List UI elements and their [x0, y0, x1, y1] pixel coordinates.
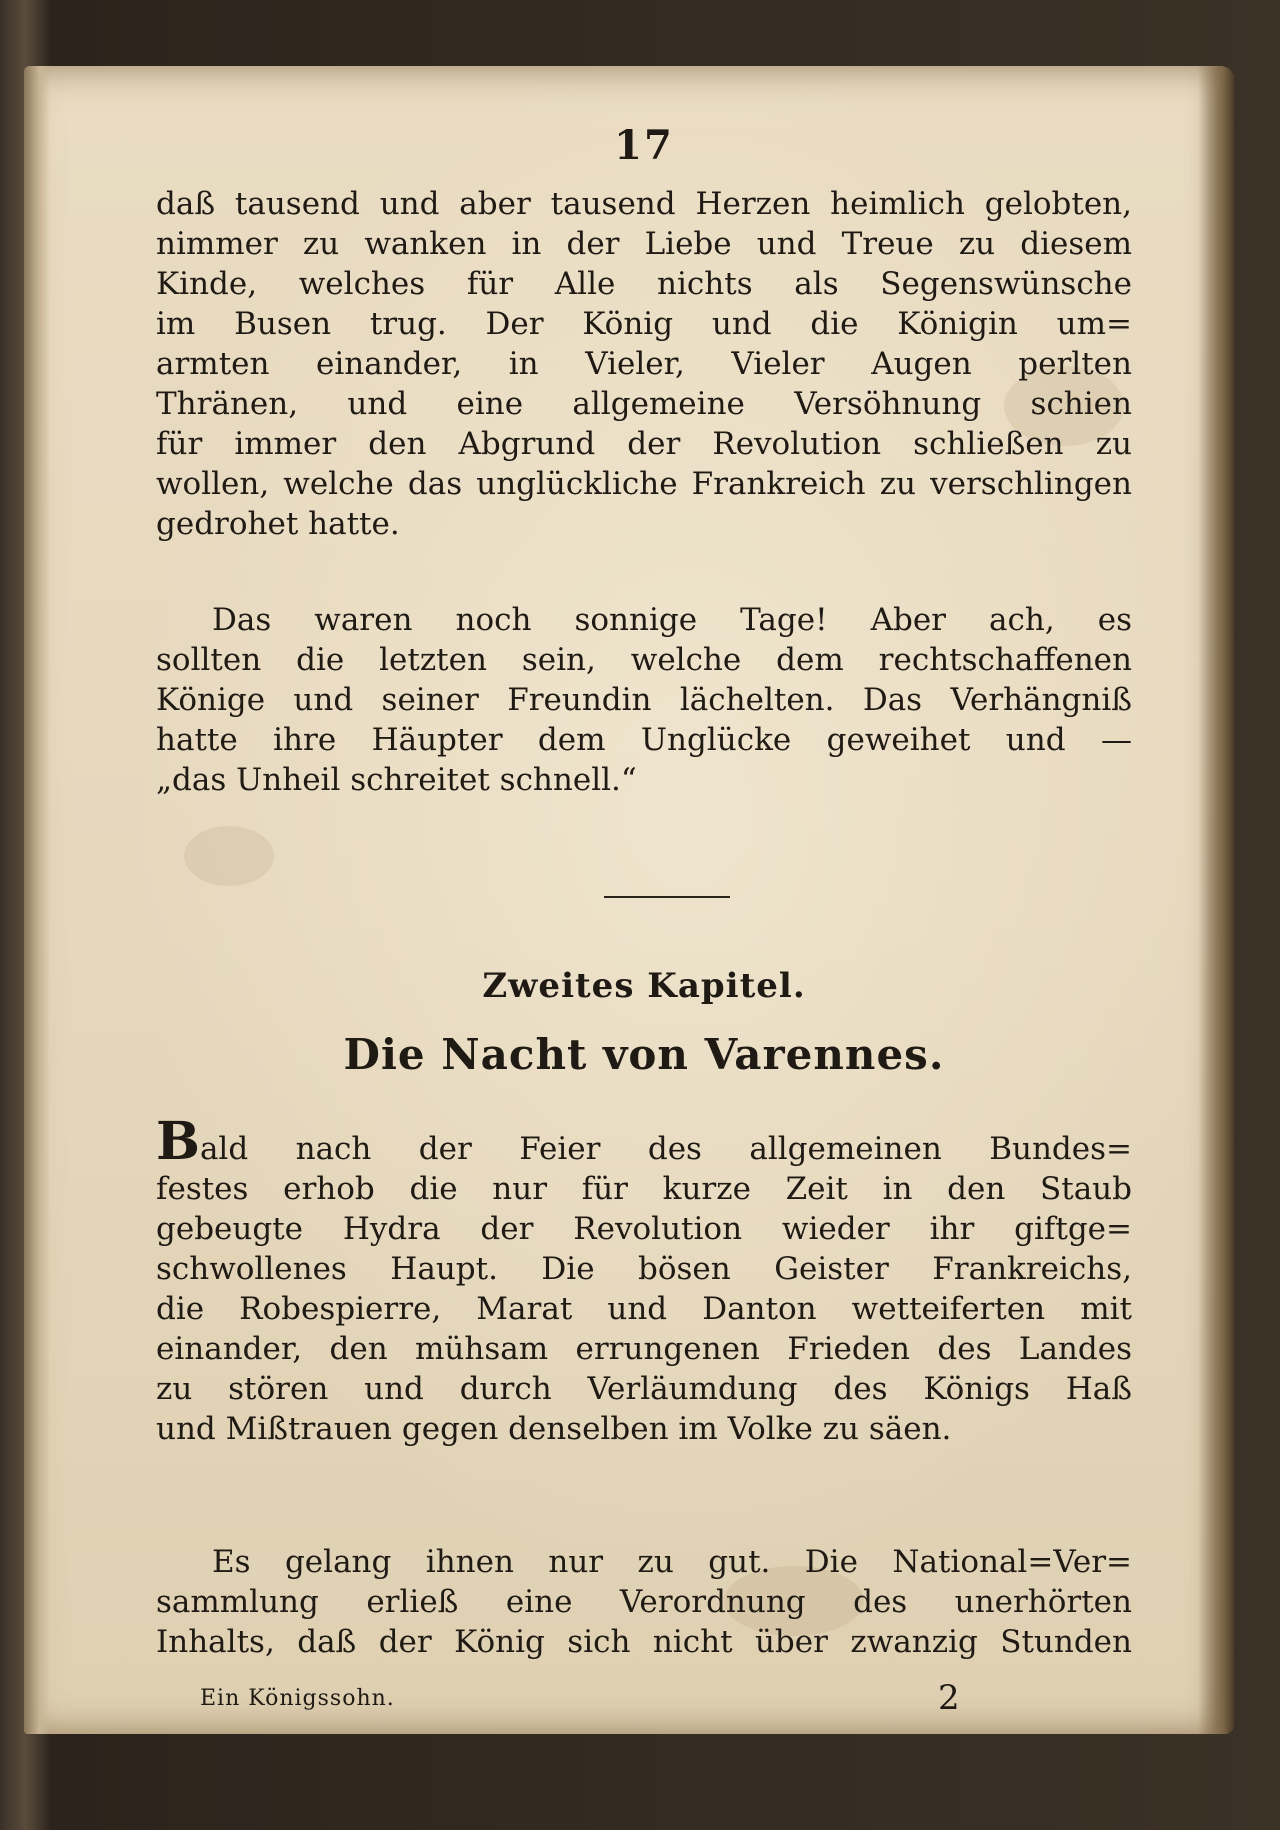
paragraph-1	[156, 184, 1132, 544]
paragraph-2	[156, 600, 1132, 800]
text-line: hatte ihre Häupter dem Unglücke geweihet und —	[156, 722, 1132, 758]
text-line: einander, den mühsam errungenen Frieden des Landes	[156, 1331, 1132, 1367]
text-line: schwollenes Haupt. Die bösen Geister Frankreichs,	[156, 1251, 1132, 1287]
text-line: Es gelang ihnen nur zu gut. Die National=Ver=	[212, 1544, 1132, 1580]
text-line: sollten die letzten sein, welche dem rechtschaffenen	[156, 642, 1132, 678]
drop-cap: B	[156, 1111, 200, 1172]
text-line: daß tausend und aber tausend Herzen heimlich gelobten,	[156, 186, 1132, 222]
text-line-rest: ald nach der Feier des allgemeinen Bundes=	[199, 1131, 1132, 1167]
text-line: für immer den Abgrund der Revolution schließen zu	[156, 426, 1132, 462]
text-line: festes erhob die nur für kurze Zeit in den Staub	[156, 1171, 1132, 1207]
text-line: „das Unheil schreitet schnell.“	[156, 762, 637, 798]
text-line: gedrohet hatte.	[156, 506, 400, 542]
page-edge-shadow	[1198, 66, 1234, 1734]
text-line: gebeugte Hydra der Revolution wieder ihr giftge=	[156, 1211, 1132, 1247]
text-line: Thränen, und eine allgemeine Versöhnung schien	[156, 386, 1132, 422]
text-line	[156, 1111, 1132, 1172]
text-line: Könige und seiner Freundin lächelten. Das Verhängniß	[156, 682, 1132, 718]
text-line: die Robespierre, Marat und Danton wetteiferten mit	[156, 1291, 1132, 1327]
text-line: sammlung erließ eine Verordnung des unerhörten	[156, 1584, 1132, 1620]
chapter-heading: Zweites Kapitel.	[482, 966, 806, 1006]
section-divider	[604, 896, 730, 898]
chapter-title: Die Nacht von Varennes.	[343, 1030, 945, 1079]
text-line: armten einander, in Vieler, Vieler Augen perlten	[156, 346, 1132, 382]
text-line: Kinde, welches für Alle nichts als Segenswünsche	[156, 266, 1132, 302]
paper-stain	[184, 826, 274, 886]
text-line: zu stören und durch Verläumdung des Königs Haß	[156, 1371, 1132, 1407]
text-line: und Mißtrauen gegen denselben im Volke zu säen.	[156, 1411, 952, 1447]
page-footer	[156, 1678, 1132, 1718]
text-line: wollen, welche das unglückliche Frankreich zu verschlingen	[156, 466, 1132, 502]
text-line: nimmer zu wanken in der Liebe und Treue zu diesem	[156, 226, 1132, 262]
binding-gutter	[24, 66, 50, 1734]
paper-page	[24, 66, 1234, 1734]
paragraph-3	[156, 1111, 1132, 1449]
paragraph-4	[156, 1542, 1132, 1662]
running-title: Ein Königssohn.	[200, 1686, 395, 1711]
text-line: Das waren noch sonnige Tage! Aber ach, es	[212, 602, 1132, 638]
text-line: Inhalts, daß der König sich nicht über zwanzig Stunden	[156, 1624, 1132, 1660]
signature-mark: 2	[938, 1678, 960, 1718]
text-line: im Busen trug. Der König und die Königin um=	[156, 306, 1132, 342]
page-number: 17	[614, 122, 674, 169]
